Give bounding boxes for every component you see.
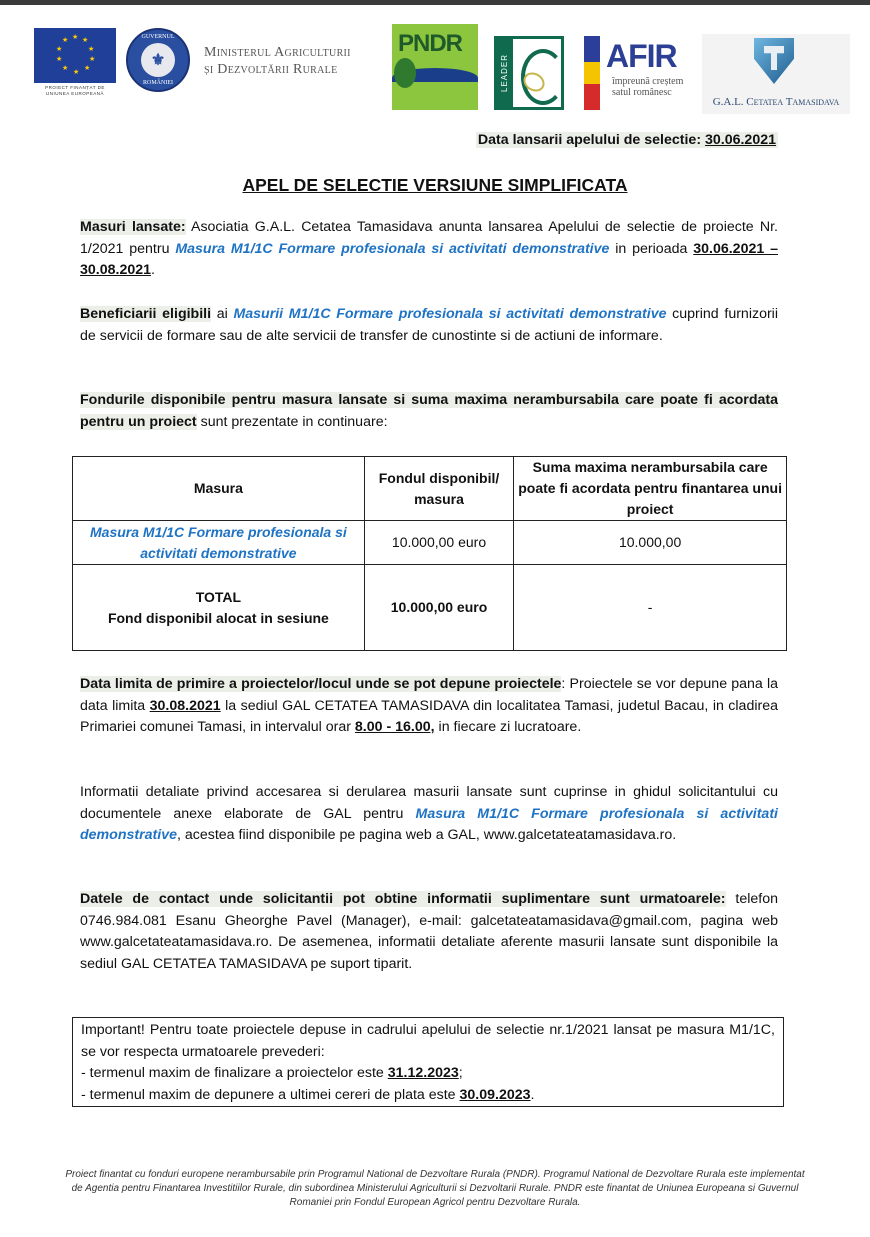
data-limita-label: Data limita de primire a proiectelor/locul unde se pot depune proiectele <box>80 676 562 692</box>
tree-icon <box>394 58 416 88</box>
beneficiari-label: Beneficiarii eligibili <box>80 306 212 322</box>
beneficiari-text: cuprind furnizorii de servicii de formare sau de alte servicii de transfer de cunostinte si de actiuni de informare. <box>80 306 778 344</box>
cell-masura: Masura M1/1C Formare profesionala si activitati demonstrative <box>73 521 365 565</box>
footer-note: Proiect finantat cu fonduri europene nerambursabile prin Programul National de Dezvoltare Rurala (PNDR). Programul National de Dezvoltare Rurala este implementat de Agentia pentru Finantarea Investitiilor Rurale, din subordinea Ministerului Agriculturii si Dezvoltarii Rurale. PNDR este finantat de Uniunea Europeana si Guvernul Romaniei prin Fondul European Agricol pentru Dezvoltare Rurala. <box>65 1169 805 1208</box>
beneficiari-paragraph: Beneficiarii eligibili ai Masurii M1/1C Formare profesionala si activitati demonstrative cuprind furnizorii de servicii de formare sau de alte servicii de transfer de cunostinte si de actiuni de informare. <box>80 306 778 344</box>
launch-date-label: Data lansarii apelului de selectie: <box>477 132 705 148</box>
coat-of-arms-icon: ⚜ <box>141 43 175 77</box>
cell-fond: 10.000,00 euro <box>364 521 513 565</box>
gov-top-text: GUVERNUL <box>141 34 175 40</box>
important-intro: Important! Pentru toate proiectele depuse in cadrului apelului de selectie nr.1/2021 lansat pe masura M1/1C, se vor respecta urmatoarele prevederi: <box>81 1022 775 1060</box>
gal-logo <box>702 34 850 114</box>
funds-table <box>72 456 787 651</box>
top-border <box>0 0 870 5</box>
masuri-text2: in perioada <box>609 240 694 257</box>
contact-label: Datele de contact unde solicitantii pot obtine informatii suplimentare sunt urmatoarele: <box>80 891 726 907</box>
eu-flag-logo <box>34 28 116 98</box>
page-title: APEL DE SELECTIE VERSIUNE SIMPLIFICATA <box>242 175 628 195</box>
ministerul-line2: și Dezvoltării Rurale <box>204 62 338 77</box>
column-header-suma: Suma maxima nerambursabila care poate fi acordata pentru finantarea unui proiect <box>514 457 787 521</box>
column-header-masura: Masura <box>73 457 365 521</box>
contact-text: telefon 0746.984.081 Esanu Gheorghe Pavel (Manager), e-mail: galcetateatamasidava@gmail.com, pagina web www.galcetateatamasidava.ro. De asemenea, informatii detaliate aferente masurii lansate sunt disponibile la sediul GAL CETATEA TAMASIDAVA pe suport tiparit. <box>80 891 778 972</box>
measure-name: Masura M1/1C Formare profesionala si activitati demonstrative <box>80 805 778 843</box>
masuri-label: Masuri lansate: <box>80 219 186 235</box>
informatii-paragraph: Informatii detaliate privind accesarea si derularea masurii lansate sunt cuprinse in ghidul solicitantului cu documentele anexe elaborate de GAL pentru Masura M1/1C Formare profesionala si activitati demonstrative, acestea fiind disponibile pe pagina web a GAL, www.galcetateatamasidava.ro. <box>80 784 778 843</box>
pndr-logo <box>392 24 478 110</box>
eu-stars-icon: ★ ★ ★ ★ ★ ★ ★ ★ ★ ★ <box>34 28 116 83</box>
table-total-row <box>73 565 787 651</box>
pndr-text: PNDR <box>398 30 463 57</box>
table-header-row <box>73 457 787 521</box>
cell-total-suma: - <box>514 565 787 651</box>
measure-name: Masurii M1/1C Formare profesionala si activitati demonstrative <box>233 306 667 322</box>
important-item-1: - termenul maxim de finalizare a proiectelor este 31.12.2023; <box>81 1065 463 1081</box>
office-hours: 8.00 - 16.00, <box>354 719 435 735</box>
column-header-fond: Fondul disponibil/ masura <box>364 457 513 521</box>
contact-paragraph <box>80 889 778 975</box>
launch-date <box>476 132 778 148</box>
afir-tagline: împreună creștem satul românesc <box>612 76 684 98</box>
gal-caption: G.A.L. Cetatea Tamasidava <box>712 96 840 108</box>
logo-header <box>0 14 870 108</box>
gov-bottom-text: ROMÂNIEI <box>143 80 173 86</box>
shield-icon <box>754 38 794 84</box>
eu-caption: PROIECT FINANȚAT DE UNIUNEA EUROPEANĂ <box>45 85 105 96</box>
afir-logo <box>584 36 696 110</box>
afir-name: AFIR <box>606 38 677 74</box>
website-text: , acestea fiind disponibile pe pagina web a GAL, www.galcetateatamasidava.ro. <box>176 827 677 843</box>
payment-deadline-date: 30.09.2023 <box>459 1086 531 1103</box>
important-box <box>72 1017 784 1107</box>
deadline-date: 30.08.2021 <box>149 697 221 714</box>
leader-text: LEADER <box>497 39 513 107</box>
finalization-date: 31.12.2023 <box>387 1065 459 1081</box>
afir-flag-icon <box>584 36 600 110</box>
ministerul-logo <box>204 44 351 78</box>
ministerul-line1: Ministerul Agriculturii <box>204 45 351 60</box>
masuri-text: Asociatia G.A.L. Cetatea Tamasidava anunta lansarea Apelului de selectie de proiecte Nr. 1/2021 pentru <box>80 219 778 257</box>
leader-logo <box>494 36 564 110</box>
fonduri-paragraph <box>80 390 778 433</box>
important-item-2: - termenul maxim de depunere a ultimei cereri de plata este 30.09.2023. <box>81 1086 535 1103</box>
cell-total-fond: 10.000,00 euro <box>364 565 513 651</box>
period-dates: 30.06.2021 – 30.08.2021 <box>80 240 778 278</box>
table-row <box>73 521 787 565</box>
masuri-paragraph: Masuri lansate: Asociatia G.A.L. Cetatea Tamasidava anunta lansarea Apelului de selectie de proiecte Nr. 1/2021 pentru Masura M1/1C Formare profesionala si activitati demonstrative in perioada 30.06.2021 – 30.08.2021. <box>80 219 778 278</box>
fonduri-label: Fondurile disponibile pentru masura lansate si suma maxima nerambursabila care poate fi acordata pentru un proiect <box>80 392 778 430</box>
fonduri-text: sunt prezentate in continuare: <box>196 413 388 430</box>
launch-date-value: 30.06.2021 <box>704 132 776 148</box>
guvernul-romaniei-logo <box>126 28 190 92</box>
cell-suma: 10.000,00 <box>514 521 787 565</box>
data-limita-paragraph: Data limita de primire a proiectelor/locul unde se pot depune proiectele: Proiectele se vor depune pana la data limita 30.08.2021 la sediul GAL CETATEA TAMASIDAVA din localitatea Tamasi, judetul Bacau, in cladirea Primariei comunei Tamasi, in intervalul orar 8.00 - 16.00, in fiecare zi lucratoare. <box>80 676 778 735</box>
cell-total-label: TOTAL Fond disponibil alocat in sesiune <box>73 565 365 651</box>
measure-name: Masura M1/1C Formare profesionala si activitati demonstrative <box>175 240 610 257</box>
